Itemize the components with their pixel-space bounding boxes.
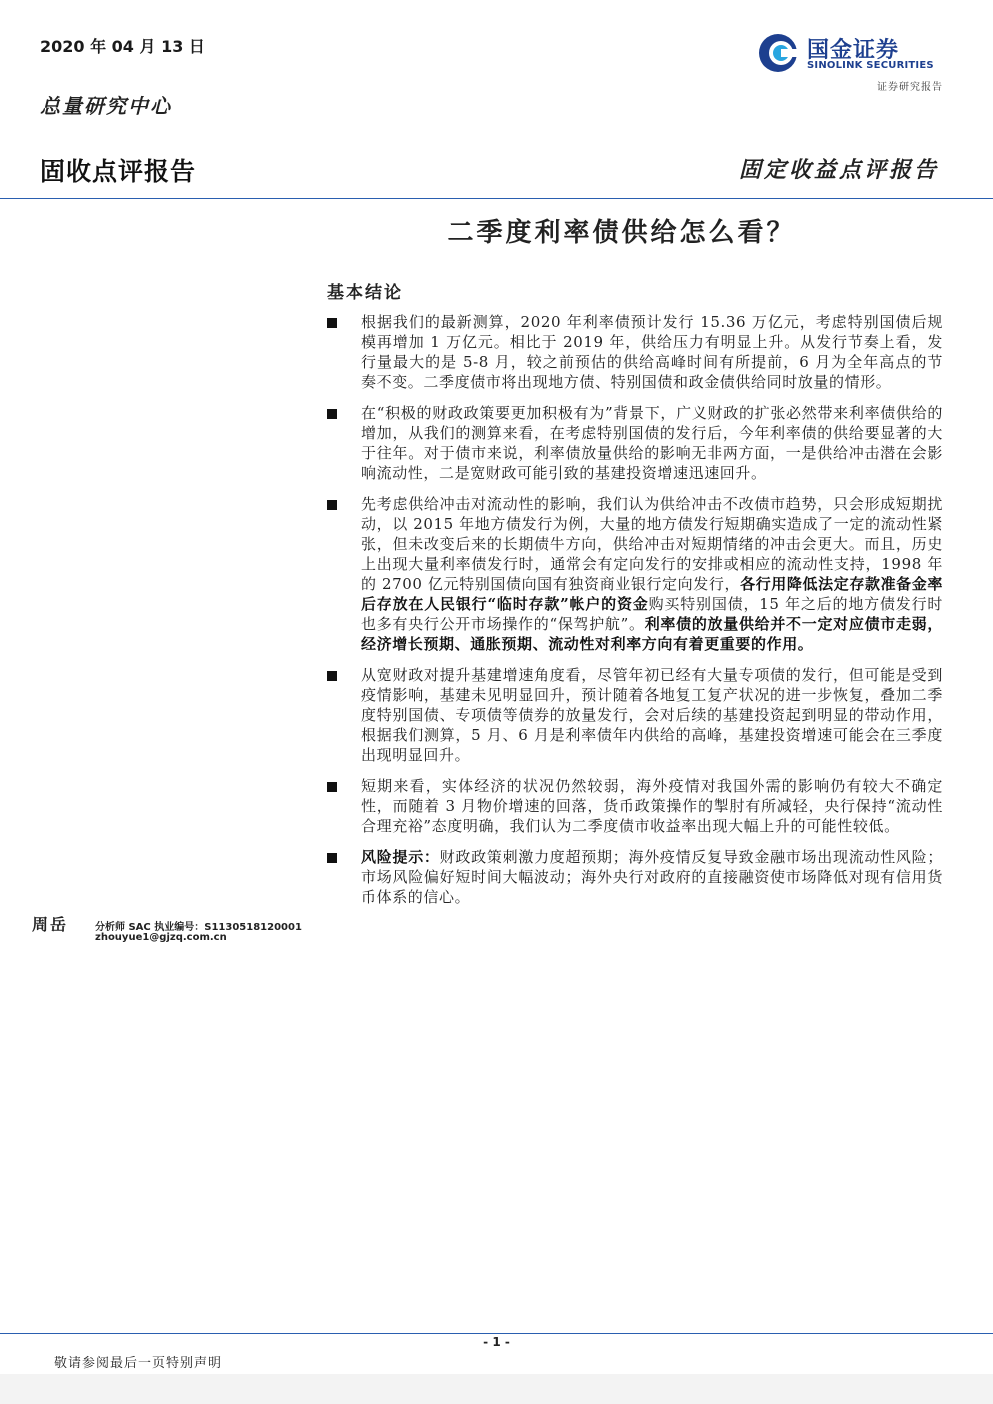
logo-english-name: SINOLINK SECURITIES	[807, 60, 934, 71]
risk-warning-text: 财政政策刺激力度超预期；海外疫情反复导致金融市场出现流动性风险；市场风险偏好短时间大幅波动；海外央行对政府的直接融资使市场降低对现有信用货币体系的信心。	[361, 848, 943, 906]
conclusion-text: 先考虑供给冲击对流动性的影响，我们认为供给冲击不改债市趋势，只会形成短期扰动，以 2015 年地方债发行为例，大量的地方债发行短期确实造成了一定的流动性紧张，但未改变后来的长期债牛方向，供给冲击对短期情绪的冲击会更大。而且，历史上出现大量利率债发行时，通常会有定向发行的安排或相应的流动性支持，1998 年的 2700 亿元特别国债向国有独资商业银行定向发行，	[361, 495, 943, 593]
logo-mark-icon	[757, 32, 799, 74]
report-title: 二季度利率债供给怎么看？	[447, 218, 796, 248]
risk-warning-item	[327, 847, 943, 907]
conclusion-emphasis: 各行用降低法定存款准备金率后存放在人民银行“临时存款”帐户的资金	[361, 575, 943, 613]
square-bullet-icon	[327, 318, 337, 328]
square-bullet-icon	[327, 782, 337, 792]
conclusion-emphasis: 利率债的放量供给并不一定对应债市走弱，经济增长预期、通胀预期、流动性对利率方向有着更重要的作用。	[361, 615, 943, 653]
conclusion-text: 在“积极的财政政策要更加积极有为”背景下，广义财政的扩张必然带来利率债供给的增加，从我们的测算来看，在考虑特别国债的发行后，今年利率债的供给要显著的大于往年。对于债市来说，利率债放量供给的影响无非两方面，一是供给冲击潜在会影响流动性，二是宽财政可能引致的基建投资增速迅速回升。	[361, 404, 943, 482]
conclusion-item	[327, 776, 943, 836]
conclusion-text: 从宽财政对提升基建增速角度看，尽管年初已经有大量专项债的发行，但可能是受到疫情影响，基建未见明显回升，预计随着各地复工复产状况的进一步恢复，叠加二季度特别国债、专项债等债券的放量发行，会对后续的基建投资起到明显的带动作用，根据我们测算，5 月、6 月是利率债年内供给的高峰，基建投资增速可能会在三季度出现明显回升。	[361, 666, 943, 764]
logo-chinese-name: 国金证券	[807, 38, 900, 63]
disclaimer-note: 敬请参阅最后一页特别声明	[54, 1356, 223, 1371]
square-bullet-icon	[327, 500, 337, 510]
conclusion-text: 短期来看，实体经济的状况仍然较弱，海外疫情对我国外需的影响仍有较大不确定性，而随着 3 月物价增速的回落，货币政策操作的掣肘有所减轻，央行保持“流动性合理充裕”态度明确，我们认为二季度债市收益率出现大幅上升的可能性较低。	[361, 777, 943, 835]
conclusion-text: 根据我们的最新测算，2020 年利率债预计发行 15.36 万亿元，考虑特别国债后规模再增加 1 万亿元。相比于 2019 年，供给压力有明显上升。从发行节奏上看，发行量最大的是 5-8 月，较之前预估的供给高峰时间有所提前，6 月为全年高点的节奏不变。二季度债市将出现地方债、特别国债和政金债供给同时放量的情形。	[361, 313, 943, 391]
section-heading: 基本结论	[327, 283, 403, 303]
risk-warning-label: 风险提示：	[361, 848, 440, 866]
square-bullet-icon	[327, 853, 337, 863]
conclusion-text: 购买特别国债，15 年之后的地方债发行时也多有央行公开市场操作的“保驾护航”。	[361, 595, 943, 633]
report-category: 固收点评报告	[40, 157, 197, 186]
analyst-email: zhouyue1@gjzq.com.cn	[95, 932, 227, 943]
conclusion-item	[327, 665, 943, 765]
footer-band	[0, 1374, 993, 1404]
analyst-certification: 分析师 SAC 执业编号：S1130518120001	[95, 922, 302, 933]
footer-divider	[0, 1333, 993, 1334]
conclusion-list	[327, 312, 943, 907]
header-divider	[0, 198, 993, 199]
sinolink-logo	[757, 32, 945, 76]
report-type-label: 固定收益点评报告	[738, 157, 939, 183]
report-date: 2020 年 04 月 13 日	[40, 37, 205, 56]
analyst-name: 周岳	[32, 915, 69, 934]
conclusion-item	[327, 494, 943, 654]
research-center: 总量研究中心	[40, 94, 172, 118]
square-bullet-icon	[327, 409, 337, 419]
conclusion-item	[327, 312, 943, 392]
square-bullet-icon	[327, 671, 337, 681]
logo-subtitle: 证券研究报告	[877, 82, 943, 93]
page-number: - 1 -	[483, 1335, 510, 1349]
conclusion-item	[327, 403, 943, 483]
